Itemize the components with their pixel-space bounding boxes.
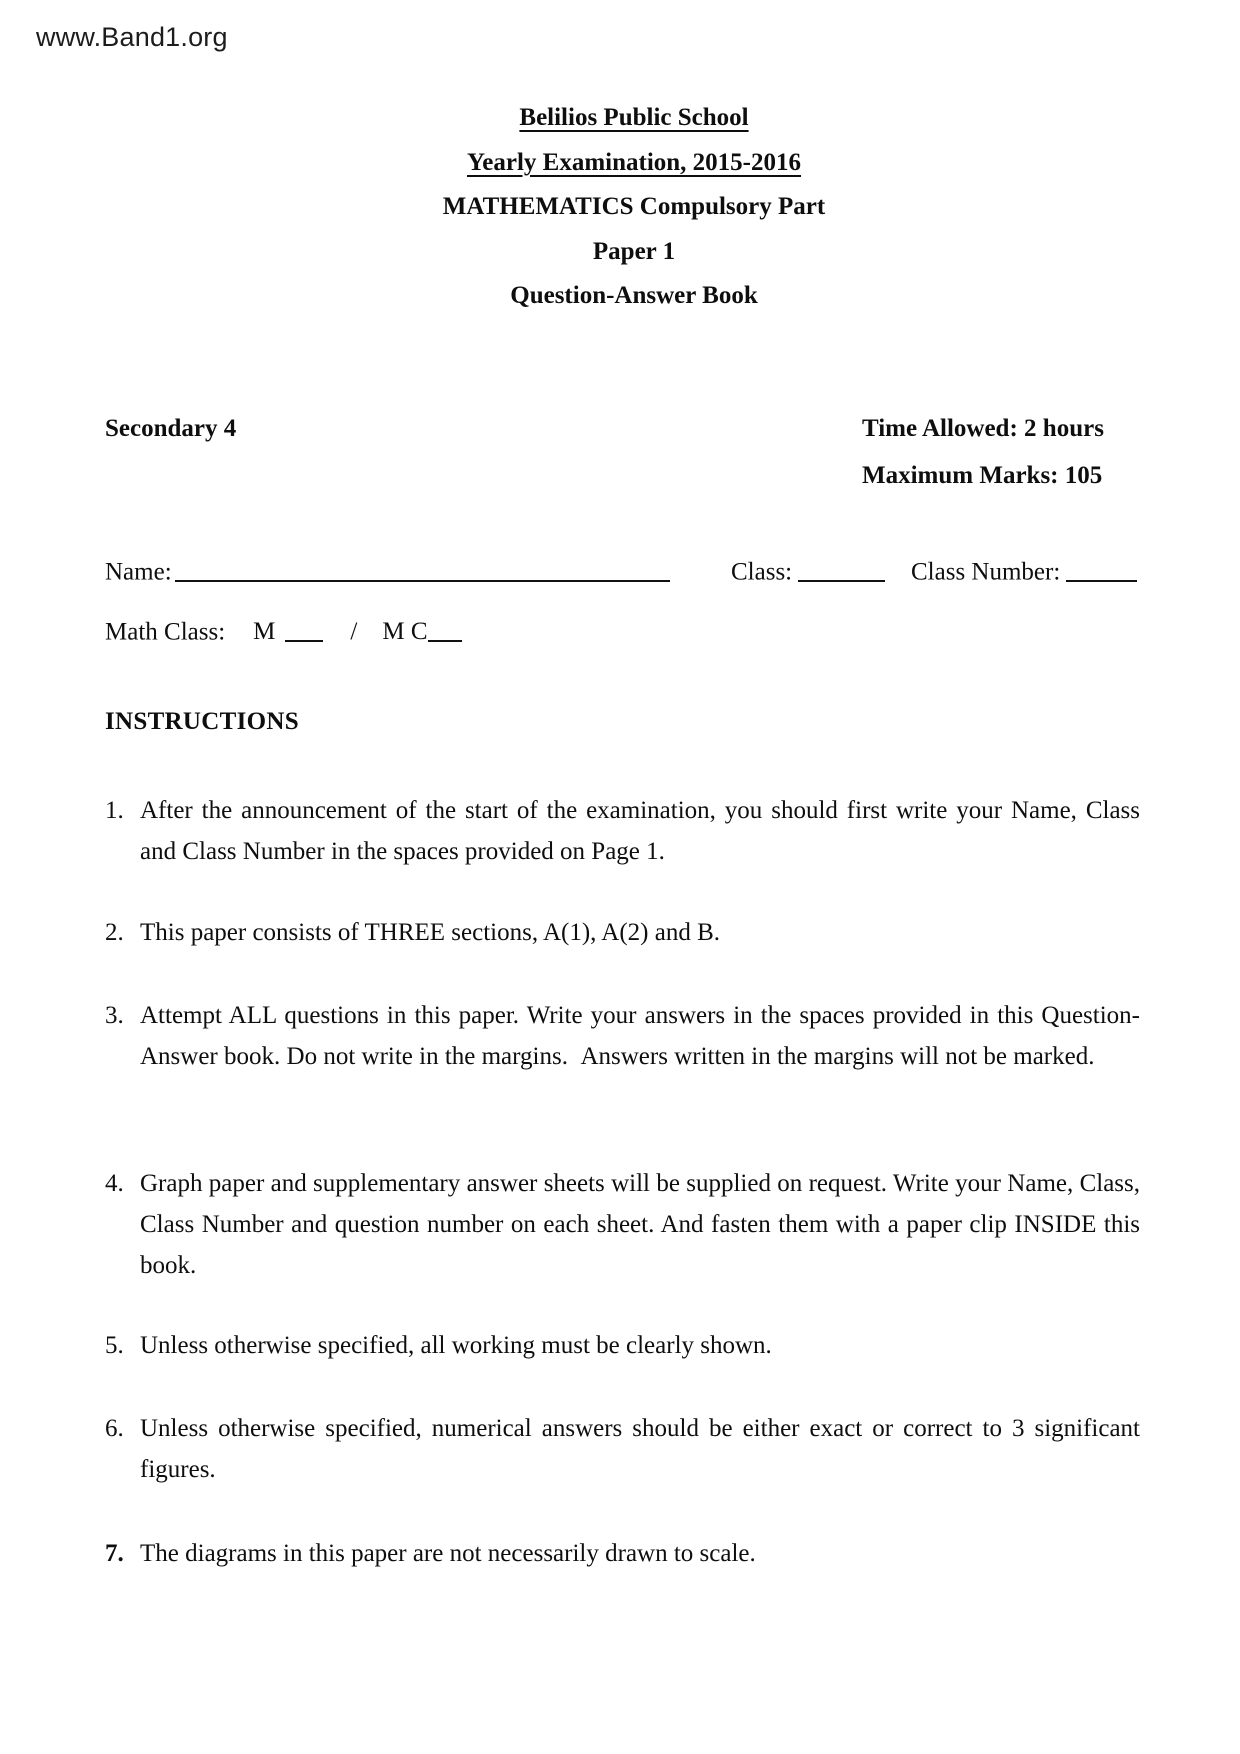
instruction-item [105,1163,1140,1286]
item-number: 1. [105,797,124,824]
math-class-row [105,616,462,646]
math-class-slash: / [350,618,358,646]
math-class-m: M [253,618,276,646]
item-text: Attempt ALL questions in this paper. Write your answers in the spaces provided in this Question-Answer book. Do not write in the margins. Answers written in the margins will not be marked. [140,1002,1140,1070]
level-label: Secondary 4 [105,415,237,442]
name-label: Name: [105,558,172,586]
name-blank [175,559,670,582]
math-class-m-blank [285,619,323,642]
item-number: 5. [105,1332,124,1359]
item-number: 4. [105,1170,124,1197]
item-number: 7. [105,1540,124,1567]
item-number: 6. [105,1415,124,1442]
item-number: 3. [105,1002,124,1029]
item-text: Graph paper and supplementary answer sheets will be supplied on request. Write your Name, Class, Class Number and question number on each sheet. And fasten them with a paper clip INSIDE this book. [140,1170,1140,1279]
instruction-item [105,1408,1140,1490]
math-class-mc: M C [382,618,428,646]
instructions-heading: INSTRUCTIONS [105,708,299,735]
maximum-marks: Maximum Marks: 105 [862,462,1103,489]
school-name: Belilios Public School [519,104,749,131]
item-text: After the announcement of the start of the examination, you should first write your Name, Class and Class Number in the spaces provided on Page 1. [140,797,1140,865]
instruction-item [105,1533,1140,1574]
paper-number: Paper 1 [592,237,676,265]
class-label: Class: [731,558,793,586]
class-number-label: Class Number: [911,558,1061,586]
book-title: Question-Answer Book [510,282,758,309]
class-number-blank [1066,559,1137,582]
exam-info-block [862,405,1104,499]
student-info-row [0,556,1240,592]
watermark: www.Band1.org [36,22,228,52]
item-text: Unless otherwise specified, all working must be clearly shown. [140,1332,772,1359]
item-text: The diagrams in this paper are not necessarily drawn to scale. [140,1540,756,1567]
class-number-field-group [911,556,1137,586]
instruction-item [105,912,1140,953]
item-number: 2. [105,919,124,946]
class-field-group [731,556,885,586]
math-class-mc-blank [428,619,462,642]
instruction-item [105,1325,1140,1366]
name-field-group [105,556,670,586]
item-text: Unless otherwise specified, numerical answers should be either exact or correct to 3 significant figures. [140,1415,1140,1483]
title-block [105,96,1163,319]
subject-title: MATHEMATICS Compulsory Part [442,193,826,220]
instruction-item [105,995,1140,1077]
instruction-item [105,790,1140,872]
class-blank [798,559,885,582]
time-allowed: Time Allowed: 2 hours [862,415,1104,442]
math-class-label: Math Class: [105,618,226,646]
item-text: This paper consists of THREE sections, A(1), A(2) and B. [140,919,721,946]
exam-title: Yearly Examination, 2015-2016 [466,148,802,176]
